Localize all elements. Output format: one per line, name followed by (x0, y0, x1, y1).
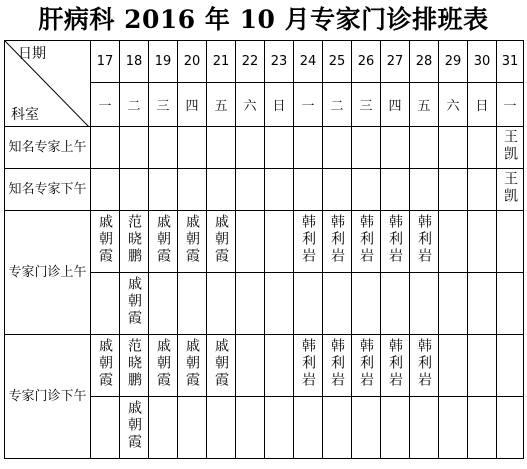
schedule-cell (178, 335, 207, 397)
schedule-cell (265, 273, 294, 335)
schedule-cell (468, 273, 497, 335)
schedule-cell (91, 127, 120, 169)
doctor-name: 王凯 (502, 170, 518, 205)
date-cell: 23 (265, 41, 294, 83)
schedule-cell (178, 169, 207, 211)
schedule-cell (149, 127, 178, 169)
header-corner (5, 41, 91, 127)
schedule-cell (352, 273, 381, 335)
schedule-cell (352, 335, 381, 397)
doctor-name: 戚朝霞 (126, 400, 142, 451)
schedule-cell (294, 127, 323, 169)
schedule-cell (497, 273, 524, 335)
date-row (5, 41, 524, 83)
schedule-cell (468, 169, 497, 211)
doctor-name: 韩利岩 (300, 214, 316, 265)
schedule-cell (91, 211, 120, 273)
schedule-cell (381, 335, 410, 397)
schedule-cell (207, 169, 236, 211)
weekday-cell: 一 (91, 83, 120, 127)
dept-famous-pm: 知名专家下午 (5, 169, 91, 211)
doctor-name: 韩利岩 (300, 338, 316, 389)
doctor-name: 韩利岩 (329, 214, 345, 265)
schedule-table (4, 40, 524, 459)
schedule-cell (149, 273, 178, 335)
schedule-cell (149, 211, 178, 273)
dept-expert-pm: 专家门诊下午 (5, 335, 91, 459)
doctor-name: 王凯 (502, 128, 518, 163)
doctor-name: 戚朝霞 (213, 338, 229, 389)
schedule-cell (294, 169, 323, 211)
schedule-cell (352, 211, 381, 273)
doctor-name: 戚朝霞 (155, 338, 171, 389)
schedule-cell (468, 211, 497, 273)
schedule-cell (323, 127, 352, 169)
date-cell: 25 (323, 41, 352, 83)
schedule-row (5, 127, 524, 169)
doctor-name: 韩利岩 (387, 214, 403, 265)
schedule-cell (120, 273, 149, 335)
date-cell: 17 (91, 41, 120, 83)
schedule-cell (323, 397, 352, 459)
schedule-cell (236, 273, 265, 335)
schedule-cell (207, 335, 236, 397)
weekday-cell: 四 (178, 83, 207, 127)
schedule-cell (149, 335, 178, 397)
doctor-name: 戚朝霞 (97, 214, 113, 265)
schedule-cell (120, 169, 149, 211)
weekday-cell: 五 (207, 83, 236, 127)
doctor-name: 范晓鹏 (126, 214, 142, 265)
schedule-cell (381, 211, 410, 273)
date-cell: 24 (294, 41, 323, 83)
schedule-cell (352, 127, 381, 169)
schedule-cell (497, 397, 524, 459)
weekday-cell: 二 (120, 83, 149, 127)
schedule-cell (265, 397, 294, 459)
weekday-cell: 三 (352, 83, 381, 127)
schedule-cell (410, 273, 439, 335)
schedule-cell (207, 127, 236, 169)
schedule-cell (120, 397, 149, 459)
schedule-row (5, 169, 524, 211)
date-cell: 29 (439, 41, 468, 83)
weekday-cell: 二 (323, 83, 352, 127)
schedule-cell (178, 127, 207, 169)
schedule-cell (91, 397, 120, 459)
date-cell: 31 (497, 41, 524, 83)
schedule-cell (207, 397, 236, 459)
schedule-cell (236, 169, 265, 211)
schedule-cell (178, 397, 207, 459)
schedule-cell (265, 211, 294, 273)
schedule-cell (410, 127, 439, 169)
schedule-cell (410, 335, 439, 397)
doctor-name: 戚朝霞 (155, 214, 171, 265)
doctor-name: 韩利岩 (416, 338, 432, 389)
corner-date-label: 日期 (18, 46, 46, 62)
schedule-cell (497, 127, 524, 169)
page-title: 肝病科 2016 年 10 月专家门诊排班表 (38, 5, 489, 34)
doctor-name: 戚朝霞 (213, 214, 229, 265)
schedule-cell (120, 211, 149, 273)
schedule-cell (410, 211, 439, 273)
dept-expert-am: 专家门诊上午 (5, 211, 91, 335)
schedule-cell (149, 397, 178, 459)
schedule-cell (265, 335, 294, 397)
schedule-cell (236, 127, 265, 169)
schedule-row (5, 211, 524, 273)
doctor-name: 戚朝霞 (97, 338, 113, 389)
doctor-name: 戚朝霞 (184, 214, 200, 265)
date-cell: 19 (149, 41, 178, 83)
doctor-name: 韩利岩 (416, 214, 432, 265)
date-cell: 22 (236, 41, 265, 83)
date-cell: 18 (120, 41, 149, 83)
schedule-cell (410, 397, 439, 459)
schedule-cell (236, 211, 265, 273)
doctor-name: 范晓鹏 (126, 338, 142, 389)
doctor-name: 韩利岩 (387, 338, 403, 389)
schedule-cell (236, 335, 265, 397)
schedule-cell (207, 273, 236, 335)
schedule-cell (323, 211, 352, 273)
weekday-cell: 五 (410, 83, 439, 127)
schedule-cell (381, 273, 410, 335)
date-cell: 21 (207, 41, 236, 83)
weekday-cell: 四 (381, 83, 410, 127)
schedule-cell (468, 335, 497, 397)
schedule-cell (120, 127, 149, 169)
schedule-cell (207, 211, 236, 273)
schedule-cell (439, 335, 468, 397)
doctor-name: 韩利岩 (329, 338, 345, 389)
schedule-cell (497, 335, 524, 397)
schedule-cell (410, 169, 439, 211)
schedule-cell (439, 211, 468, 273)
weekday-cell: 日 (468, 83, 497, 127)
schedule-cell (265, 169, 294, 211)
schedule-cell (91, 273, 120, 335)
weekday-cell: 日 (265, 83, 294, 127)
schedule-cell (149, 169, 178, 211)
schedule-cell (468, 127, 497, 169)
date-cell: 26 (352, 41, 381, 83)
date-cell: 28 (410, 41, 439, 83)
schedule-cell (381, 127, 410, 169)
schedule-row (5, 335, 524, 397)
doctor-name: 戚朝霞 (126, 276, 142, 327)
doctor-name: 韩利岩 (358, 338, 374, 389)
schedule-cell (91, 335, 120, 397)
weekday-cell: 六 (439, 83, 468, 127)
schedule-cell (439, 127, 468, 169)
schedule-cell (323, 169, 352, 211)
dept-famous-am: 知名专家上午 (5, 127, 91, 169)
corner-dept-label: 科室 (11, 107, 39, 123)
schedule-cell (468, 397, 497, 459)
schedule-cell (381, 169, 410, 211)
weekday-cell: 三 (149, 83, 178, 127)
schedule-cell (294, 335, 323, 397)
doctor-name: 戚朝霞 (184, 338, 200, 389)
schedule-cell (91, 169, 120, 211)
schedule-cell (439, 273, 468, 335)
schedule-cell (352, 397, 381, 459)
schedule-cell (294, 273, 323, 335)
schedule-cell (497, 211, 524, 273)
schedule-cell (120, 335, 149, 397)
schedule-cell (323, 273, 352, 335)
date-cell: 30 (468, 41, 497, 83)
weekday-cell: 一 (294, 83, 323, 127)
schedule-cell (497, 169, 524, 211)
doctor-name: 韩利岩 (358, 214, 374, 265)
weekday-cell: 一 (497, 83, 524, 127)
schedule-cell (323, 335, 352, 397)
schedule-cell (265, 127, 294, 169)
schedule-cell (178, 273, 207, 335)
schedule-cell (178, 211, 207, 273)
schedule-cell (381, 397, 410, 459)
date-cell: 20 (178, 41, 207, 83)
schedule-cell (294, 211, 323, 273)
schedule-cell (439, 397, 468, 459)
date-cell: 27 (381, 41, 410, 83)
schedule-cell (352, 169, 381, 211)
schedule-cell (439, 169, 468, 211)
schedule-cell (294, 397, 323, 459)
weekday-cell: 六 (236, 83, 265, 127)
schedule-cell (236, 397, 265, 459)
